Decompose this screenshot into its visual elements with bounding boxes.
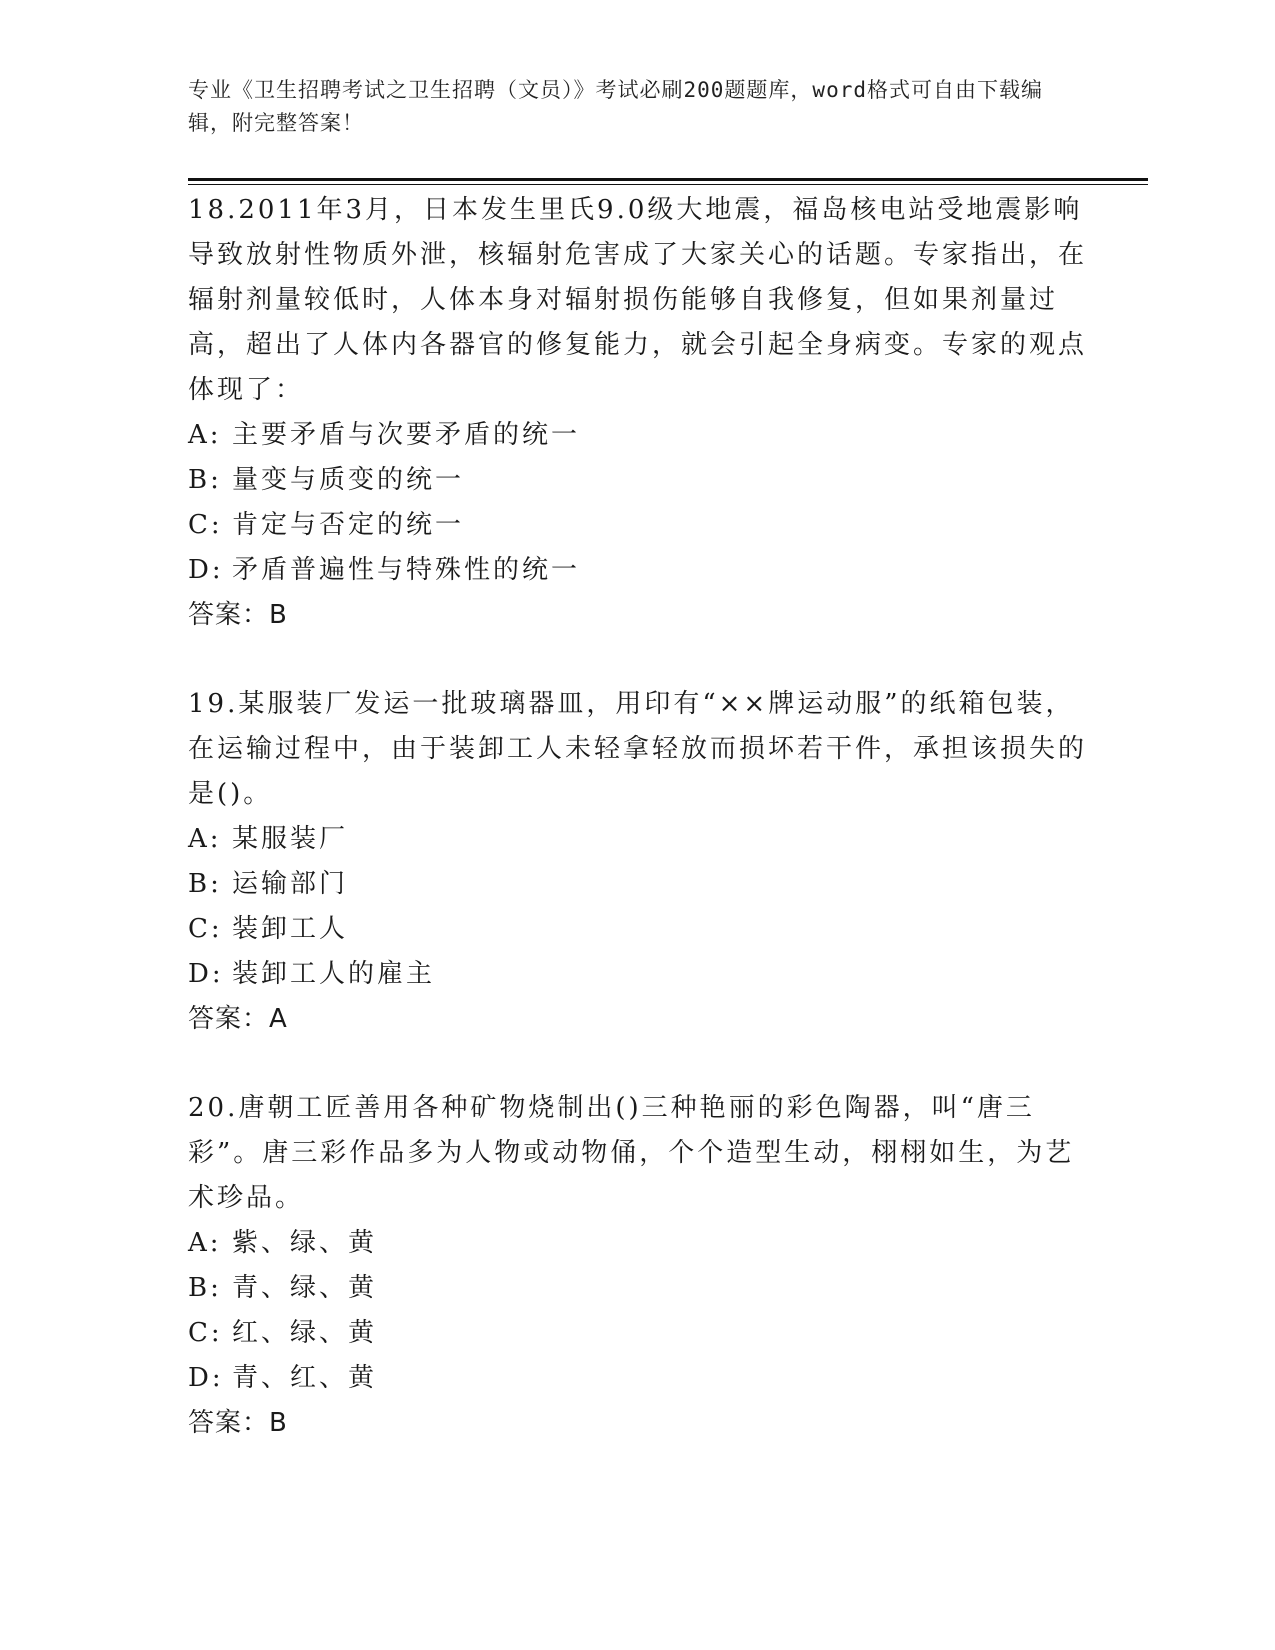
option-letter: C: <box>188 510 223 540</box>
question-stem: 18.2011年3月，日本发生里氏9.0级大地震，福岛核电站受地震影响导致放射性物质外泄，核辐射危害成了大家关心的话题。专家指出，在辐射剂量较低时，人体本身对辐射损伤能够自我修复，但如果剂量过高，超出了人体内各器官的修复能力，就会引起全身病变。专家的观点体现了： <box>188 195 1088 405</box>
option-letter: C: <box>188 914 223 944</box>
option-b <box>188 1266 1088 1311</box>
option-letter: D: <box>188 555 224 585</box>
option-letter: B: <box>188 465 222 495</box>
option-text: 主要矛盾与次要矛盾的统一 <box>232 420 581 450</box>
option-letter: D: <box>188 1363 224 1393</box>
option-text: 青、红、黄 <box>232 1363 378 1393</box>
option-letter: D: <box>188 959 224 989</box>
header-divider-thin <box>188 184 1148 185</box>
question-19 <box>188 682 1088 1042</box>
question-18 <box>188 188 1088 638</box>
option-a <box>188 1221 1088 1266</box>
document-header: 专业《卫生招聘考试之卫生招聘（文员）》考试必刷200题题库，word格式可自由下载编辑，附完整答案！ <box>188 78 1043 135</box>
answer-label: 答案：B <box>188 1408 288 1438</box>
answer-label: 答案：A <box>188 1004 288 1034</box>
question-20 <box>188 1086 1088 1446</box>
option-c <box>188 503 1088 548</box>
option-list <box>188 817 1088 997</box>
option-d <box>188 952 1088 997</box>
option-d <box>188 1356 1088 1401</box>
option-text: 青、绿、黄 <box>232 1273 378 1303</box>
option-text: 红、绿、黄 <box>232 1318 378 1348</box>
option-c <box>188 1311 1088 1356</box>
question-stem: 20.唐朝工匠善用各种矿物烧制出()三种艳丽的彩色陶器，叫“唐三彩”。唐三彩作品多为人物或动物俑，个个造型生动，栩栩如生，为艺术珍品。 <box>188 1093 1075 1213</box>
option-text: 肯定与否定的统一 <box>232 510 465 540</box>
option-d <box>188 548 1088 593</box>
header-divider-thick <box>188 178 1148 181</box>
option-b <box>188 862 1088 907</box>
option-text: 紫、绿、黄 <box>232 1228 378 1258</box>
option-text: 矛盾普遍性与特殊性的统一 <box>232 555 581 585</box>
option-text: 装卸工人的雇主 <box>232 959 436 989</box>
option-text: 装卸工人 <box>232 914 349 944</box>
option-c <box>188 907 1088 952</box>
option-letter: C: <box>188 1318 223 1348</box>
option-letter: A: <box>188 824 222 854</box>
answer-label: 答案：B <box>188 600 288 630</box>
question-stem: 19.某服装厂发运一批玻璃器皿，用印有“××牌运动服”的纸箱包装，在运输过程中，由于装卸工人未轻拿轻放而损坏若干件，承担该损失的是()。 <box>188 689 1088 809</box>
option-a <box>188 413 1088 458</box>
option-a <box>188 817 1088 862</box>
option-text: 量变与质变的统一 <box>232 465 465 495</box>
option-text: 运输部门 <box>232 869 349 899</box>
option-list <box>188 413 1088 593</box>
option-letter: B: <box>188 1273 222 1303</box>
option-text: 某服装厂 <box>232 824 349 854</box>
option-letter: B: <box>188 869 222 899</box>
question-list <box>188 188 1088 1446</box>
option-list <box>188 1221 1088 1401</box>
option-b <box>188 458 1088 503</box>
option-letter: A: <box>188 1228 222 1258</box>
option-letter: A: <box>188 420 222 450</box>
